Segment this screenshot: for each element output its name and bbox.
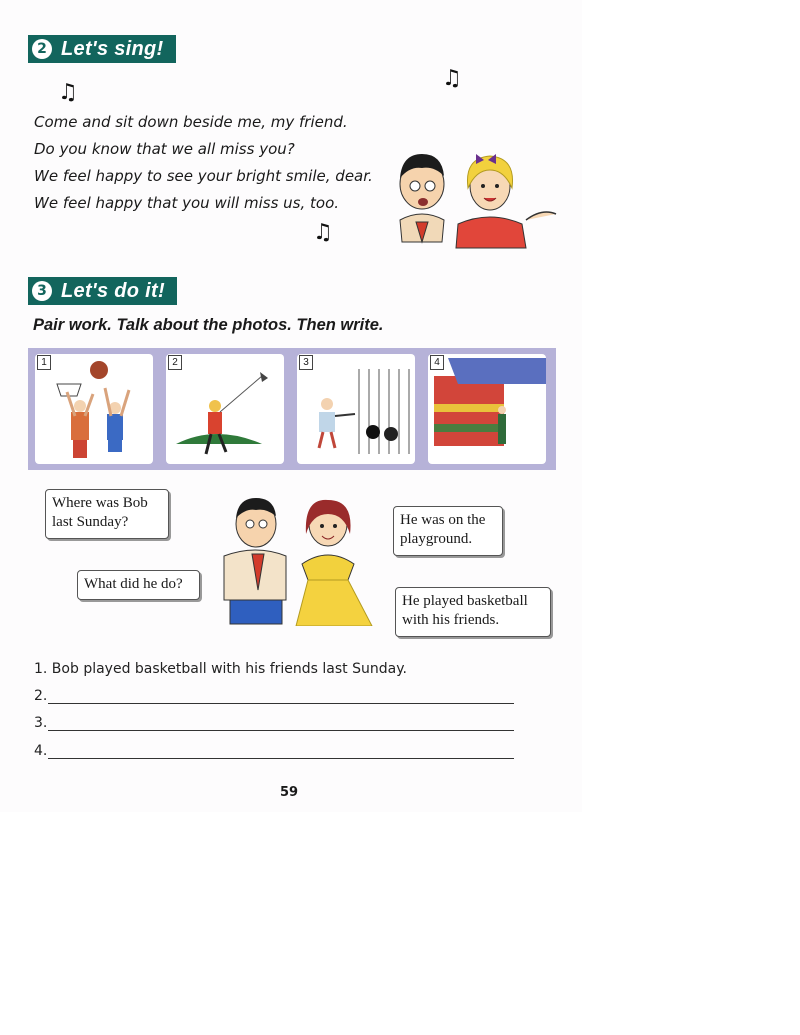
basketball-scene-icon <box>35 354 153 464</box>
section-2-title: Let's sing! <box>61 37 164 60</box>
singing-kids-illustration <box>380 142 560 254</box>
answer-sentence-1: 1. Bob played basketball with his friends last Sunday. <box>34 661 407 677</box>
bubble-text: last Sunday? <box>52 514 129 530</box>
speech-bubble-answer-2 <box>395 587 551 637</box>
bubble-text: playground. <box>400 531 473 547</box>
photo-number: 3 <box>299 355 313 370</box>
photo-1 <box>35 354 153 464</box>
bubble-text: with his friends. <box>402 612 500 628</box>
lyric-line: We feel happy to see your bright smile, dear. <box>34 167 373 185</box>
bubble-text: What did he do? <box>84 576 183 592</box>
kite-scene-icon <box>166 354 284 464</box>
speech-bubble-answer-1 <box>393 506 503 556</box>
answer-sentence-2: 2. <box>34 688 48 704</box>
music-note-icon: ♫ <box>58 80 78 105</box>
section-2-number: 2 <box>32 39 52 59</box>
speech-bubble-question-1 <box>45 489 169 539</box>
bubble-text: He played basketball <box>402 593 528 609</box>
bubble-text: He was on the <box>400 512 486 528</box>
bubble-text: Where was Bob <box>52 495 148 511</box>
speech-bubble-question-2 <box>77 570 200 600</box>
answer-sentence-3: 3. <box>34 715 48 731</box>
answer-line-2[interactable] <box>48 703 514 704</box>
photo-2 <box>166 354 284 464</box>
answer-line-4[interactable] <box>48 758 514 759</box>
photo-strip <box>28 348 556 470</box>
shop-scene-icon <box>428 354 546 464</box>
photo-3 <box>297 354 415 464</box>
music-note-icon: ♫ <box>313 220 333 245</box>
lyric-line: We feel happy that you will miss us, too. <box>34 194 340 212</box>
photo-4 <box>428 354 546 464</box>
section-2-header <box>28 35 176 63</box>
instruction-text: Pair work. Talk about the photos. Then write. <box>33 316 384 334</box>
photo-number: 2 <box>168 355 182 370</box>
section-3-title: Let's do it! <box>61 279 165 302</box>
dialogue-kids-illustration <box>216 494 386 626</box>
music-note-icon: ♫ <box>442 66 462 91</box>
section-3-header <box>28 277 177 305</box>
photo-number: 4 <box>430 355 444 370</box>
lyric-line: Come and sit down beside me, my friend. <box>34 113 348 131</box>
page-number: 59 <box>280 785 299 800</box>
answer-sentence-4: 4. <box>34 743 48 759</box>
photo-number: 1 <box>37 355 51 370</box>
section-3-number: 3 <box>32 281 52 301</box>
lyric-line: Do you know that we all miss you? <box>34 140 295 158</box>
answer-line-3[interactable] <box>48 730 514 731</box>
zoo-scene-icon <box>297 354 415 464</box>
